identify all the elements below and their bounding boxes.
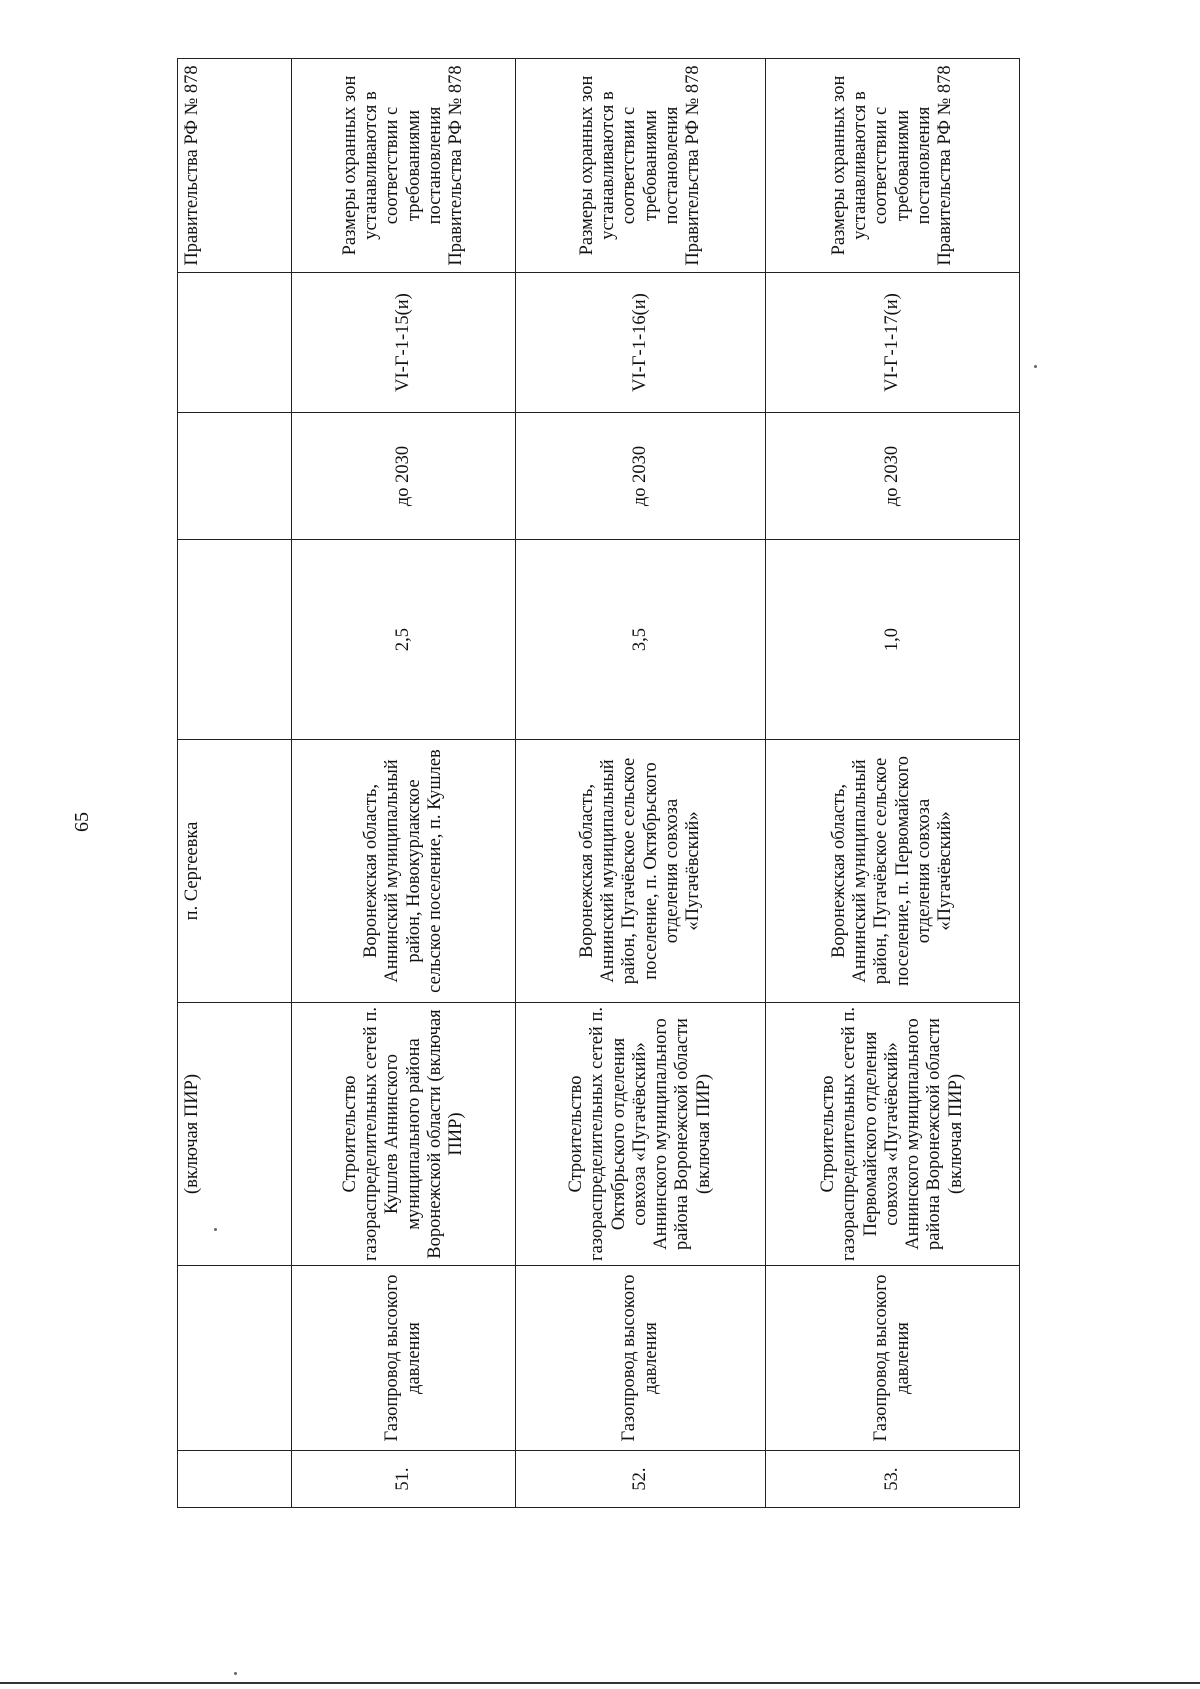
table-row: [766, 59, 1020, 1508]
cell-number: 51.: [292, 1451, 516, 1508]
scan-speck: [1034, 365, 1037, 368]
table-row-continuation: [178, 59, 292, 1508]
cell-length: 3,5: [516, 540, 766, 740]
cell-object: Газопровод высокого давления: [766, 1266, 1020, 1451]
cell-code: VI-Г-1-16(и): [516, 273, 766, 413]
table-row: [292, 59, 516, 1508]
cell-location: п. Сергеевка: [178, 740, 292, 1003]
scan-edge-line: [0, 1682, 1200, 1684]
cell-location: Воронежская область, Аннинский муниципальный район, Пугачёвское сельское поселение, п. Октябрьского отделения совхоза «Пугачёвский»: [516, 740, 766, 1003]
cell-length: [178, 540, 292, 740]
cell-term: до 2030: [292, 413, 516, 540]
cell-project: (включая ПИР): [178, 1003, 292, 1266]
cell-number: 52.: [516, 1451, 766, 1508]
cell-code: VI-Г-1-15(и): [292, 273, 516, 413]
cell-object: [178, 1266, 292, 1451]
cell-number: 53.: [766, 1451, 1020, 1508]
cell-note: Размеры охранных зон устанавливаются в соответствии с требованиями постановления Правительства РФ № 878: [516, 59, 766, 273]
cell-length: 1,0: [766, 540, 1020, 740]
cell-length: 2,5: [292, 540, 516, 740]
scan-speck: [214, 1228, 217, 1231]
cell-location: Воронежская область, Аннинский муниципальный район, Пугачёвское сельское поселение, п. Первомайского отделения совхоза «Пугачёвский»: [766, 740, 1020, 1003]
cell-project: Строительство газораспределительных сетей п. Первомайского отделения совхоза «Пугачёвский» Аннинского муниципального района Воронежской области (включая ПИР): [766, 1003, 1020, 1266]
cell-note: Правительства РФ № 878: [178, 59, 292, 273]
planning-table: [177, 58, 1020, 1508]
cell-object: Газопровод высокого давления: [516, 1266, 766, 1451]
cell-term: до 2030: [516, 413, 766, 540]
cell-term: до 2030: [766, 413, 1020, 540]
cell-code: [178, 273, 292, 413]
page-number: 65: [71, 812, 93, 832]
cell-project: Строительство газораспределительных сетей п. Октябрьского отделения совхоза «Пугачёвский» Аннинского муниципального района Воронежской области (включая ПИР): [516, 1003, 766, 1266]
cell-term: [178, 413, 292, 540]
cell-number: [178, 1451, 292, 1508]
cell-note: Размеры охранных зон устанавливаются в соответствии с требованиями постановления Правительства РФ № 878: [292, 59, 516, 273]
cell-location: Воронежская область, Аннинский муниципальный район, Новокурлакское сельское поселение, п. Кушлев: [292, 740, 516, 1003]
cell-project: Строительство газораспределительных сетей п. Кушлев Аннинского муниципального района Воронежской области (включая ПИР): [292, 1003, 516, 1266]
cell-object: Газопровод высокого давления: [292, 1266, 516, 1451]
table-row: [516, 59, 766, 1508]
scan-speck: [234, 1672, 237, 1675]
cell-code: VI-Г-1-17(и): [766, 273, 1020, 413]
cell-note: Размеры охранных зон устанавливаются в соответствии с требованиями постановления Правительства РФ № 878: [766, 59, 1020, 273]
